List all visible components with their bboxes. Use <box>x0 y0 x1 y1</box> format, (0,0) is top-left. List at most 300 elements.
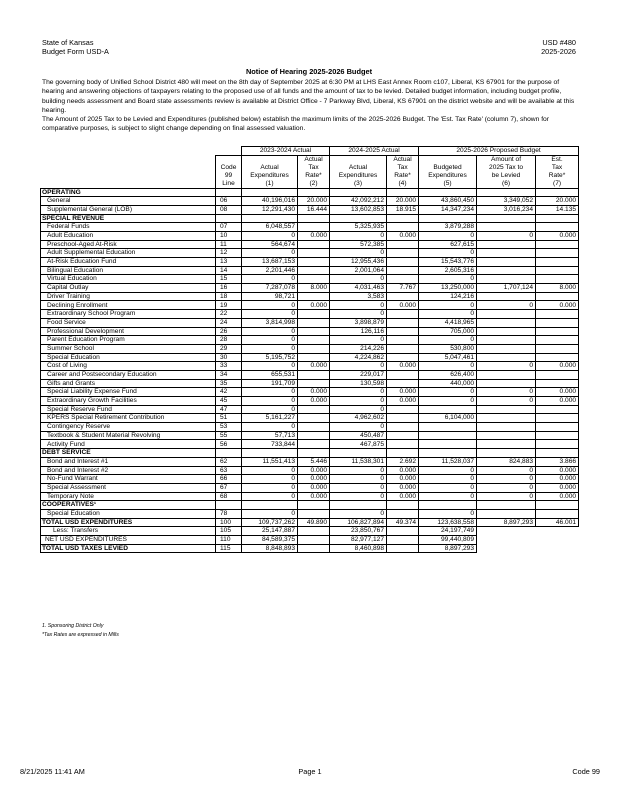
value-c7: 0.000 <box>536 466 579 475</box>
value-c5: 440,000 <box>419 379 477 388</box>
value-c2 <box>298 292 330 301</box>
value-c5: 6,104,000 <box>419 414 477 423</box>
value-c7 <box>536 249 579 258</box>
fund-label: Bond and Interest #1 <box>41 457 216 466</box>
fund-code: 07 <box>216 223 242 232</box>
value-c5: 123,638,558 <box>419 518 477 527</box>
fund-label: At-Risk Education Fund <box>41 258 216 267</box>
value-c4 <box>387 353 419 362</box>
budget-row <box>41 197 579 206</box>
value-c1: 0 <box>242 388 298 397</box>
value-c2 <box>298 379 330 388</box>
value-c3: 3,583 <box>330 292 387 301</box>
fund-label: Special Education <box>41 353 216 362</box>
budget-row <box>41 431 579 440</box>
col-header-4: Actual Tax Rate* (4) <box>387 155 419 188</box>
value-c2: 0.000 <box>298 483 330 492</box>
district-label: USD #480 <box>542 38 576 47</box>
value-c3: 0 <box>330 336 387 345</box>
value-c7 <box>536 423 579 432</box>
fund-label: Extraordinary Growth Facilities <box>41 397 216 406</box>
empty-cell <box>387 501 419 510</box>
fund-label: Special Liability Expense Fund <box>41 388 216 397</box>
value-c4 <box>387 266 419 275</box>
budget-row <box>41 231 579 240</box>
footer-page: Page 1 <box>298 767 322 776</box>
fund-code: 16 <box>216 284 242 293</box>
value-c5: 15,543,776 <box>419 258 477 267</box>
value-c7: 0.000 <box>536 397 579 406</box>
value-c2 <box>298 240 330 249</box>
empty-cell <box>330 449 387 458</box>
budget-row <box>41 544 579 553</box>
empty-cell <box>387 449 419 458</box>
fund-label: Summer School <box>41 344 216 353</box>
value-c4: 0.000 <box>387 492 419 501</box>
value-c1: 98,721 <box>242 292 298 301</box>
value-c3: 8,460,898 <box>330 544 387 553</box>
budget-row <box>41 509 579 518</box>
empty-cell <box>419 214 477 223</box>
value-c6 <box>477 336 536 345</box>
fund-code: 12 <box>216 249 242 258</box>
value-c6 <box>477 310 536 319</box>
value-c2 <box>298 353 330 362</box>
value-c4: 18.915 <box>387 205 419 214</box>
value-c1: 0 <box>242 466 298 475</box>
empty-cell <box>477 449 536 458</box>
value-c2 <box>298 223 330 232</box>
budget-table <box>40 146 579 553</box>
value-c4 <box>387 336 419 345</box>
value-c2: 5.446 <box>298 457 330 466</box>
page-header <box>42 38 576 56</box>
value-c1: 733,844 <box>242 440 298 449</box>
value-c3: 11,538,301 <box>330 457 387 466</box>
value-c7 <box>536 336 579 345</box>
value-c7 <box>536 344 579 353</box>
fund-code: 13 <box>216 258 242 267</box>
budget-row <box>41 370 579 379</box>
empty-cell <box>298 449 330 458</box>
value-c3: 126,116 <box>330 327 387 336</box>
fund-label: General <box>41 197 216 206</box>
fund-code: 22 <box>216 310 242 319</box>
group-header-2024: 2024-2025 Actual <box>330 147 419 156</box>
value-c2 <box>298 249 330 258</box>
value-c4: 7.767 <box>387 284 419 293</box>
value-c5: 0 <box>419 310 477 319</box>
fund-label: Bond and Interest #2 <box>41 466 216 475</box>
fund-code: 100 <box>216 518 242 527</box>
value-c4: 0.000 <box>387 483 419 492</box>
value-c1: 0 <box>242 423 298 432</box>
value-c5: 2,605,316 <box>419 266 477 275</box>
value-c1: 0 <box>242 362 298 371</box>
fund-label: Preschool-Aged At-Risk <box>41 240 216 249</box>
fund-code: 24 <box>216 318 242 327</box>
value-c1: 191,709 <box>242 379 298 388</box>
header-left <box>42 38 109 56</box>
value-c1: 0 <box>242 301 298 310</box>
budget-row <box>41 344 579 353</box>
value-c4 <box>387 414 419 423</box>
value-c2: 0.000 <box>298 301 330 310</box>
value-c7 <box>536 240 579 249</box>
value-c3: 0 <box>330 466 387 475</box>
fund-label: Special Education <box>41 509 216 518</box>
value-c1: 0 <box>242 475 298 484</box>
value-c1: 0 <box>242 405 298 414</box>
fund-code: 62 <box>216 457 242 466</box>
fund-code: 110 <box>216 536 242 545</box>
fund-label: No-Fund Warrant <box>41 475 216 484</box>
budget-row <box>41 397 579 406</box>
value-c1: 0 <box>242 310 298 319</box>
value-c3: 0 <box>330 275 387 284</box>
value-c4 <box>387 318 419 327</box>
fund-code: 10 <box>216 231 242 240</box>
col-header-3: Actual Expenditures (3) <box>330 155 387 188</box>
budget-row <box>41 379 579 388</box>
value-c4 <box>387 440 419 449</box>
value-c5: 11,528,037 <box>419 457 477 466</box>
value-c7 <box>536 353 579 362</box>
value-c5: 705,000 <box>419 327 477 336</box>
value-c7 <box>536 310 579 319</box>
value-c2 <box>298 370 330 379</box>
value-c4 <box>387 344 419 353</box>
value-c6 <box>477 414 536 423</box>
empty-cell <box>242 501 298 510</box>
value-c3: 0 <box>330 405 387 414</box>
value-c1: 0 <box>242 275 298 284</box>
value-c5: 0 <box>419 336 477 345</box>
budget-row <box>41 301 579 310</box>
value-c5: 14,347,234 <box>419 205 477 214</box>
fund-code: 55 <box>216 431 242 440</box>
value-c2 <box>298 527 330 536</box>
value-c5: 530,800 <box>419 344 477 353</box>
empty-cell <box>419 188 477 197</box>
fund-code: 115 <box>216 544 242 553</box>
empty-cell <box>216 188 242 197</box>
fund-code: 14 <box>216 266 242 275</box>
col-header-1: Actual Expenditures (1) <box>242 155 298 188</box>
fund-code: 47 <box>216 405 242 414</box>
empty-cell <box>477 214 536 223</box>
value-c3: 0 <box>330 249 387 258</box>
value-c2: 49.890 <box>298 518 330 527</box>
value-c2 <box>298 258 330 267</box>
state-label: State of Kansas <box>42 38 94 47</box>
value-c4 <box>387 544 419 553</box>
value-c7 <box>536 405 579 414</box>
value-c6 <box>477 405 536 414</box>
value-c1: 12,291,430 <box>242 205 298 214</box>
value-c7 <box>536 414 579 423</box>
value-c6 <box>477 258 536 267</box>
budget-row <box>41 527 579 536</box>
value-c1: 0 <box>242 483 298 492</box>
empty-cell <box>419 501 477 510</box>
value-c2: 0.000 <box>298 397 330 406</box>
value-c3: 0 <box>330 231 387 240</box>
empty-cell <box>330 214 387 223</box>
value-c1: 0 <box>242 336 298 345</box>
column-header-row <box>41 155 579 188</box>
value-c4 <box>387 370 419 379</box>
value-c7: 3.866 <box>536 457 579 466</box>
fund-code: 28 <box>216 336 242 345</box>
value-c1: 3,814,998 <box>242 318 298 327</box>
value-c3: 2,001,064 <box>330 266 387 275</box>
budget-row <box>41 518 579 527</box>
value-c2 <box>298 344 330 353</box>
value-c3: 130,598 <box>330 379 387 388</box>
value-c2 <box>298 266 330 275</box>
section-label: SPECIAL REVENUE <box>41 214 216 223</box>
value-c3: 3,898,879 <box>330 318 387 327</box>
fund-code: 51 <box>216 414 242 423</box>
value-c2: 0.000 <box>298 231 330 240</box>
value-c1: 7,287,078 <box>242 284 298 293</box>
value-c1: 109,737,262 <box>242 518 298 527</box>
value-c1: 84,589,375 <box>242 536 298 545</box>
value-c6 <box>477 431 536 440</box>
value-c4 <box>387 223 419 232</box>
fund-label: Supplemental General (LOB) <box>41 205 216 214</box>
fund-label: Adult Supplemental Education <box>41 249 216 258</box>
value-c2 <box>298 440 330 449</box>
value-c3: 572,385 <box>330 240 387 249</box>
value-c5: 0 <box>419 483 477 492</box>
fund-label: Textbook & Student Material Revolving <box>41 431 216 440</box>
fund-code: 08 <box>216 205 242 214</box>
budget-row <box>41 249 579 258</box>
value-c7: 14.135 <box>536 205 579 214</box>
value-c6: 0 <box>477 475 536 484</box>
fund-label: TOTAL USD EXPENDITURES <box>41 518 216 527</box>
value-c6: 3,016,234 <box>477 205 536 214</box>
fund-code: 11 <box>216 240 242 249</box>
col-header-code: Code 99 Line <box>216 155 242 188</box>
value-c5: 0 <box>419 475 477 484</box>
empty-cell <box>330 501 387 510</box>
value-c5: 3,879,288 <box>419 223 477 232</box>
empty-cell <box>242 214 298 223</box>
value-c5: 43,860,450 <box>419 197 477 206</box>
empty-cell <box>536 449 579 458</box>
value-c7: 0.000 <box>536 475 579 484</box>
value-c1: 655,531 <box>242 370 298 379</box>
fund-code: 105 <box>216 527 242 536</box>
value-c5: 0 <box>419 388 477 397</box>
value-c1: 0 <box>242 397 298 406</box>
section-row <box>41 501 579 510</box>
value-c6 <box>477 327 536 336</box>
empty-cell <box>536 527 579 536</box>
value-c3: 0 <box>330 362 387 371</box>
value-c2 <box>298 327 330 336</box>
empty-cell <box>477 527 536 536</box>
value-c2: 0.000 <box>298 388 330 397</box>
value-c7 <box>536 292 579 301</box>
budget-row <box>41 336 579 345</box>
value-c5: 626,400 <box>419 370 477 379</box>
value-c3: 23,850,767 <box>330 527 387 536</box>
value-c6 <box>477 423 536 432</box>
fund-label: Virtual Education <box>41 275 216 284</box>
footnote-mills: *Tax Rates are expressed in Mills <box>42 632 119 638</box>
fund-code: 63 <box>216 466 242 475</box>
value-c2 <box>298 431 330 440</box>
budget-row <box>41 457 579 466</box>
value-c7 <box>536 509 579 518</box>
value-c6: 3,349,052 <box>477 197 536 206</box>
value-c4: 0.000 <box>387 466 419 475</box>
value-c1: 8,848,893 <box>242 544 298 553</box>
empty-cell <box>477 501 536 510</box>
empty-cell <box>477 188 536 197</box>
value-c6: 0 <box>477 483 536 492</box>
fund-code: 35 <box>216 379 242 388</box>
fund-label: Adult Education <box>41 231 216 240</box>
section-label: DEBT SERVICE <box>41 449 216 458</box>
value-c4 <box>387 405 419 414</box>
value-c1: 40,196,016 <box>242 197 298 206</box>
value-c5: 0 <box>419 492 477 501</box>
fund-code: 29 <box>216 344 242 353</box>
form-label: Budget Form USD-A <box>42 47 109 56</box>
budget-row <box>41 205 579 214</box>
value-c4 <box>387 310 419 319</box>
fund-label: Professional Development <box>41 327 216 336</box>
value-c7: 0.000 <box>536 231 579 240</box>
value-c4: 0.000 <box>387 301 419 310</box>
budget-row <box>41 440 579 449</box>
col-header-7: Est. Tax Rate* (7) <box>536 155 579 188</box>
empty-cell <box>477 544 536 553</box>
value-c2 <box>298 536 330 545</box>
budget-row <box>41 483 579 492</box>
budget-row <box>41 423 579 432</box>
section-label: OPERATING <box>41 188 216 197</box>
fund-code: 18 <box>216 292 242 301</box>
fund-code: 06 <box>216 197 242 206</box>
fund-code: 42 <box>216 388 242 397</box>
group-header-2025: 2025-2026 Proposed Budget <box>419 147 579 156</box>
fund-label: Temporary Note <box>41 492 216 501</box>
budget-row <box>41 414 579 423</box>
empty-cell <box>216 214 242 223</box>
value-c7 <box>536 275 579 284</box>
value-c4 <box>387 240 419 249</box>
budget-row <box>41 353 579 362</box>
value-c6 <box>477 275 536 284</box>
intro-paragraph-2: The Amount of 2025 Tax to be Levied and Expenditures (published below) establish the maximum limits of the 2025-2026 Budget. The 'Est. Tax Rate' (column 7), shown for comparative purposes, is subject to slight change depending on final assessed valuation. <box>42 116 549 133</box>
empty-cell <box>536 188 579 197</box>
value-c3: 4,224,862 <box>330 353 387 362</box>
empty-cell <box>298 501 330 510</box>
value-c4 <box>387 527 419 536</box>
value-c3: 12,955,436 <box>330 258 387 267</box>
value-c1: 0 <box>242 344 298 353</box>
value-c4 <box>387 536 419 545</box>
value-c3: 0 <box>330 423 387 432</box>
fund-label: Declining Enrollment <box>41 301 216 310</box>
value-c2: 20.000 <box>298 197 330 206</box>
value-c3: 0 <box>330 475 387 484</box>
value-c5: 8,897,293 <box>419 544 477 553</box>
value-c5: 13,250,000 <box>419 284 477 293</box>
value-c5: 124,216 <box>419 292 477 301</box>
budget-row <box>41 292 579 301</box>
fund-label: Less: Transfers <box>41 527 216 536</box>
value-c4 <box>387 423 419 432</box>
fund-code: 26 <box>216 327 242 336</box>
value-c4: 0.000 <box>387 231 419 240</box>
fund-code: 33 <box>216 362 242 371</box>
value-c4 <box>387 292 419 301</box>
value-c3: 214,226 <box>330 344 387 353</box>
value-c5: 0 <box>419 249 477 258</box>
value-c6 <box>477 240 536 249</box>
col-header-5: Budgeted Expenditures (5) <box>419 155 477 188</box>
value-c5: 0 <box>419 466 477 475</box>
value-c3: 0 <box>330 388 387 397</box>
fund-label: Activity Fund <box>41 440 216 449</box>
value-c7: 20.000 <box>536 197 579 206</box>
empty-cell <box>419 449 477 458</box>
empty-cell <box>387 188 419 197</box>
value-c2: 0.000 <box>298 466 330 475</box>
value-c7 <box>536 258 579 267</box>
value-c6 <box>477 223 536 232</box>
fund-label: Career and Postsecondary Education <box>41 370 216 379</box>
value-c7 <box>536 379 579 388</box>
value-c3: 82,977,127 <box>330 536 387 545</box>
empty-cell <box>216 501 242 510</box>
empty-cell <box>536 536 579 545</box>
header-right <box>541 38 576 56</box>
empty-cell <box>536 544 579 553</box>
value-c6: 824,883 <box>477 457 536 466</box>
empty-cell <box>387 214 419 223</box>
fund-label: Contingency Reserve <box>41 423 216 432</box>
value-c4 <box>387 258 419 267</box>
value-c5: 0 <box>419 509 477 518</box>
value-c7 <box>536 440 579 449</box>
section-row <box>41 214 579 223</box>
budget-row <box>41 223 579 232</box>
value-c4: 0.000 <box>387 475 419 484</box>
value-c3: 4,031,463 <box>330 284 387 293</box>
value-c3: 450,487 <box>330 431 387 440</box>
value-c5 <box>419 423 477 432</box>
fund-label: Federal Funds <box>41 223 216 232</box>
footer-datetime: 8/21/2025 11:41 AM <box>20 767 85 776</box>
fund-code: 53 <box>216 423 242 432</box>
empty-cell <box>242 449 298 458</box>
budget-row <box>41 466 579 475</box>
value-c4 <box>387 275 419 284</box>
value-c6: 0 <box>477 492 536 501</box>
fund-label: Driver Training <box>41 292 216 301</box>
fund-code: 68 <box>216 492 242 501</box>
value-c2 <box>298 423 330 432</box>
fund-label: Capital Outlay <box>41 284 216 293</box>
